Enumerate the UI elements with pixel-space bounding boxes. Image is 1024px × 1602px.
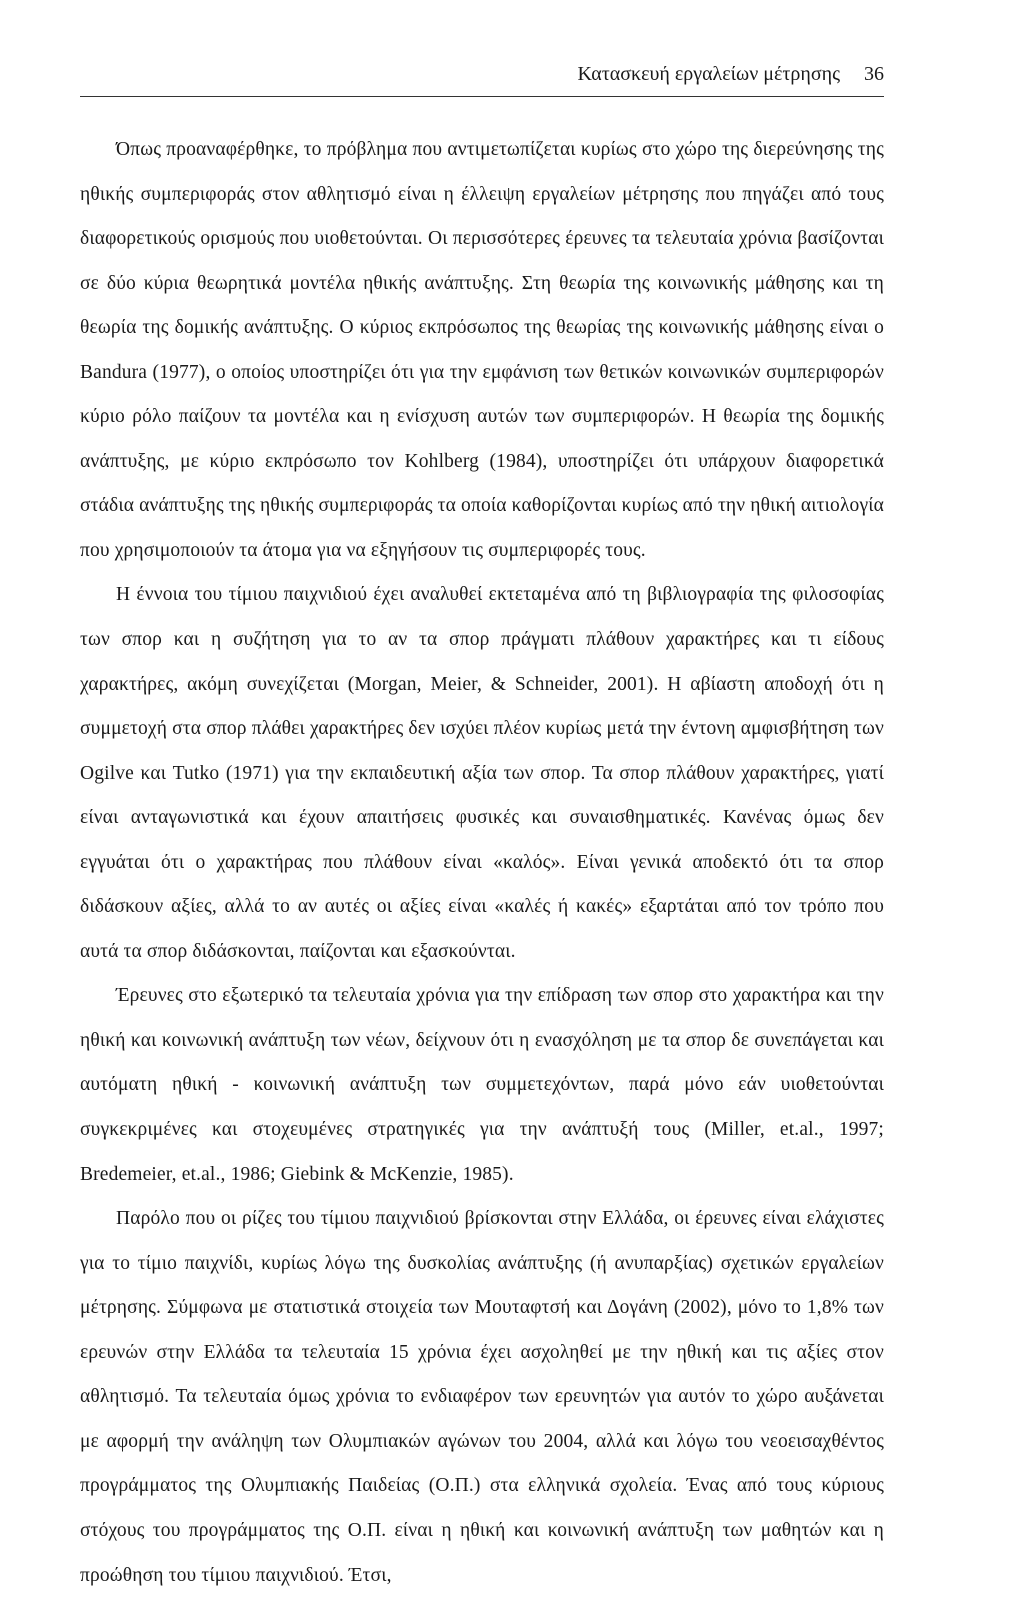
page-number: 36 bbox=[864, 63, 884, 85]
paragraph: Όπως προαναφέρθηκε, το πρόβλημα που αντιμετωπίζεται κυρίως στο χώρο της διερεύνησης της ηθικής συμπεριφοράς στον αθλητισμό είναι η έλλειψη εργαλείων μέτρησης που πηγάζει από τους διαφορετικούς ορισμούς που υιοθετούνται. Οι περισσότερες έρευνες τα τελευταία χρόνια βασίζονται σε δύο κύρια θεωρητικά μοντέλα ηθικής ανάπτυξης. Στη θεωρία της κοινωνικής μάθησης και τη θεωρία της δομικής ανάπτυξης. Ο κύριος εκπρόσωπος της θεωρίας της κοινωνικής μάθησης είναι ο Bandura (1977), ο οποίος υποστηρίζει ότι για την εμφάνιση των θετικών κοινωνικών συμπεριφορών κύριο ρόλο παίζουν τα μοντέλα και η ενίσχυση αυτών των συμπεριφορών. Η θεωρία της δομικής ανάπτυξης, με κύριο εκπρόσωπο τον Kohlberg (1984), υποστηρίζει ότι υπάρχουν διαφορετικά στάδια ανάπτυξης της ηθικής συμπεριφοράς τα οποία καθορίζονται κυρίως από την ηθική αιτιολογία που χρησιμοποιούν τα άτομα για να εξηγήσουν τις συμπεριφορές τους. bbox=[80, 139, 884, 561]
running-header bbox=[80, 60, 884, 88]
paragraph: Έρευνες στο εξωτερικό τα τελευταία χρόνια για την επίδραση των σπορ στο χαρακτήρα και την ηθική και κοινωνική ανάπτυξη των νέων, δείχνουν ότι η ενασχόληση με τα σπορ δε συνεπάγεται και αυτόματη ηθική - κοινωνική ανάπτυξη των συμμετεχόντων, παρά μόνο εάν υιοθετούνται συγκεκριμένες και στοχευμένες στρατηγικές για την ανάπτυξή τους (Miller, et.al., 1997; Bredemeier, et.al., 1986; Giebink & McKenzie, 1985). bbox=[80, 985, 884, 1185]
body-text bbox=[80, 128, 884, 1598]
paragraph: Παρόλο που οι ρίζες του τίμιου παιχνιδιού βρίσκονται στην Ελλάδα, οι έρευνες είναι ελάχιστες για το τίμιο παιχνίδι, κυρίως λόγω της δυσκολίας ανάπτυξης (ή ανυπαρξίας) σχετικών εργαλείων μέτρησης. Σύμφωνα με στατιστικά στοιχεία των Μουταφτσή και Δογάνη (2002), μόνο το 1,8% των ερευνών στην Ελλάδα τα τελευταία 15 χρόνια έχει ασχοληθεί με την ηθική και τις αξίες στον αθλητισμό. Τα τελευταία όμως χρόνια το ενδιαφέρον των ερευνητών για αυτόν το χώρο αυξάνεται με αφορμή την ανάληψη των Ολυμπιακών αγώνων του 2004, αλλά και λόγω του νεοεισαχθέντος προγράμματος της Ολυμπιακής Παιδείας (Ο.Π.) στα ελληνικά σχολεία. Ένας από τους κύριους στόχους του προγράμματος της Ο.Π. είναι η ηθική και κοινωνική ανάπτυξη των μαθητών και η προώθηση του τίμιου παιχνιδιού. Έτσι, bbox=[80, 1208, 884, 1586]
paragraph: Η έννοια του τίμιου παιχνιδιού έχει αναλυθεί εκτεταμένα από τη βιβλιογραφία της φιλοσοφίας των σπορ και η συζήτηση για το αν τα σπορ πράγματι πλάθουν χαρακτήρες και τι είδους χαρακτήρες, ακόμη συνεχίζεται (Morgan, Meier, & Schneider, 2001). Η αβίαστη αποδοχή ότι η συμμετοχή στα σπορ πλάθει χαρακτήρες δεν ισχύει πλέον κυρίως μετά την έντονη αμφισβήτηση των Ogilve και Tutko (1971) για την εκπαιδευτική αξία των σπορ. Τα σπορ πλάθουν χαρακτήρες, γιατί είναι ανταγωνιστικά και έχουν απαιτήσεις φυσικές και συναισθηματικές. Κανένας όμως δεν εγγυάται ότι ο χαρακτήρας που πλάθουν είναι «καλός». Είναι γενικά αποδεκτό ότι τα σπορ διδάσκουν αξίες, αλλά το αν αυτές οι αξίες είναι «καλές ή κακές» εξαρτάται από τον τρόπο που αυτά τα σπορ διδάσκονται, παίζονται και εξασκούνται. bbox=[80, 584, 884, 962]
header-title: Κατασκευή εργαλείων μέτρησης bbox=[577, 63, 840, 85]
header-rule bbox=[80, 96, 884, 97]
